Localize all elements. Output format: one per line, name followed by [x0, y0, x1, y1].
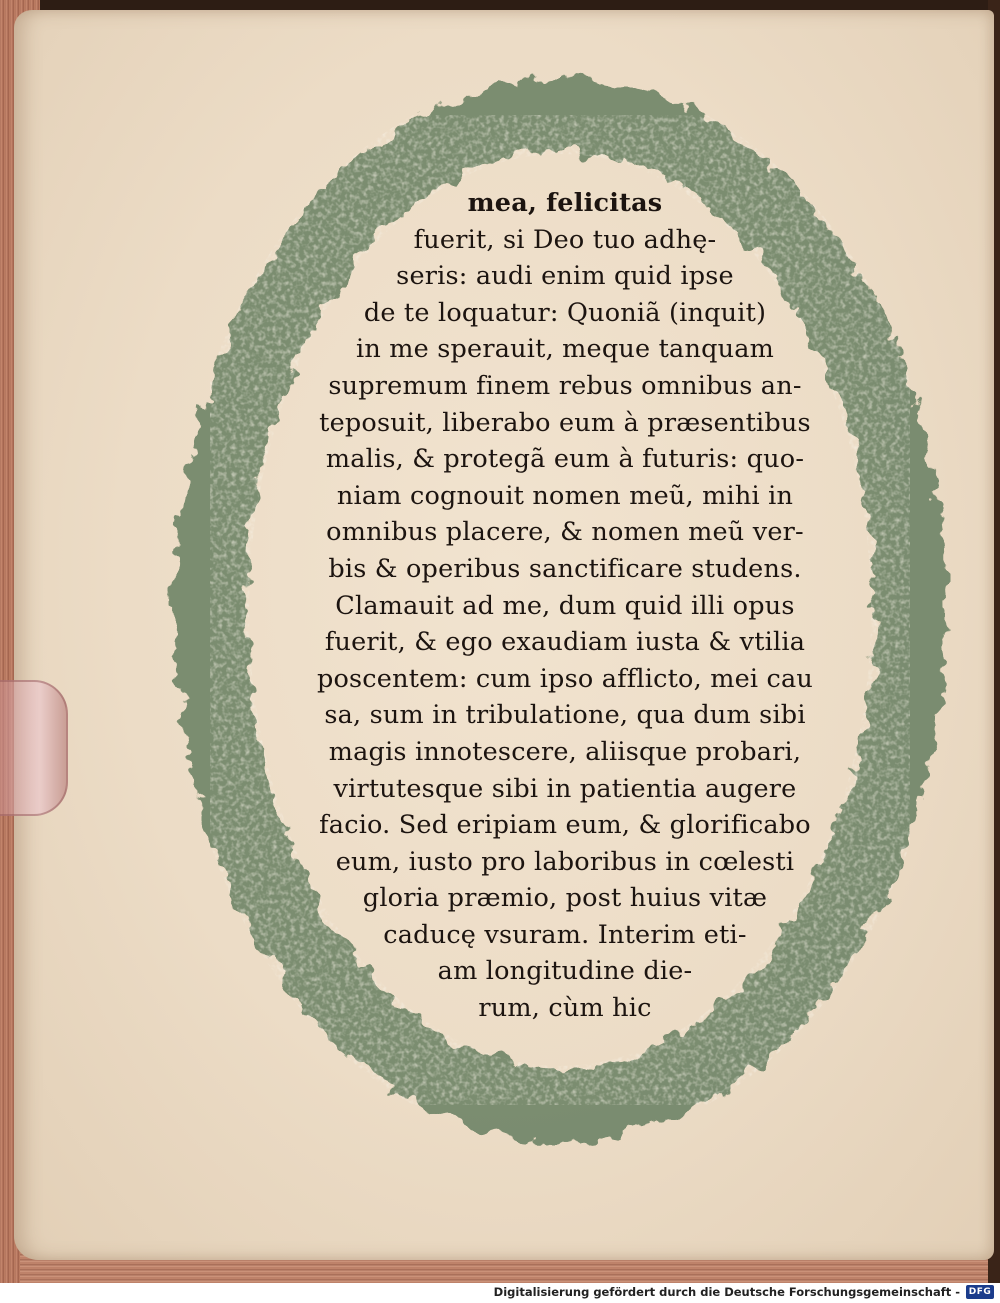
text-line: niam cognouit nomen meũ, mihi in	[336, 480, 794, 511]
text-line: teposuit, liberabo eum à præsentibus	[319, 407, 811, 438]
text-line: facio. Sed eripiam eum, & glorificabo	[319, 810, 811, 841]
text-line: caducę vsuram. Interim eti-	[383, 919, 747, 950]
text-line: seris: audi enim quid ipse	[396, 261, 734, 292]
text-line: in me sperauit, meque tanquam	[355, 334, 774, 365]
text-line: gloria præmio, post huius vitæ	[362, 883, 768, 914]
clasp-tab	[0, 680, 68, 816]
text-line: rum, cùm hic	[478, 993, 652, 1024]
text-line: Clamauit ad me, dum quid illi opus	[335, 590, 795, 621]
text-line: bis & operibus sanctificare studens.	[328, 553, 802, 584]
text-line: fuerit, si Deo tuo adhę-	[413, 224, 717, 255]
text-line: de te loquatur: Quoniã (inquit)	[363, 297, 767, 328]
text-line: supremum finem rebus omnibus an-	[328, 370, 802, 401]
dfg-logo-icon: DFG	[966, 1285, 994, 1299]
text-line: sa, sum in tribulatione, qua dum sibi	[324, 700, 806, 731]
text-line: magis innotescere, aliisque probari,	[328, 736, 802, 767]
credit-text: Digitalisierung gefördert durch die Deutsche Forschungsgemeinschaft -	[493, 1285, 960, 1299]
text-line: am longitudine die-	[437, 956, 693, 987]
text-line: malis, & protegã eum à futuris: quo-	[325, 444, 805, 475]
digitization-credit	[494, 1283, 994, 1301]
text-line: eum, iusto pro laboribus in cœlesti	[335, 846, 795, 877]
text-line: fuerit, & ego exaudiam iusta & vtilia	[324, 627, 806, 658]
text-line: poscentem: cum ipso afflicto, mei cau	[316, 663, 814, 694]
text-line: omnibus placere, & nomen meũ ver-	[326, 517, 804, 548]
latin-text-block	[280, 185, 850, 1027]
text-line: mea, felicitas	[467, 188, 663, 218]
text-line: virtutesque sibi in patientia augere	[333, 773, 797, 804]
